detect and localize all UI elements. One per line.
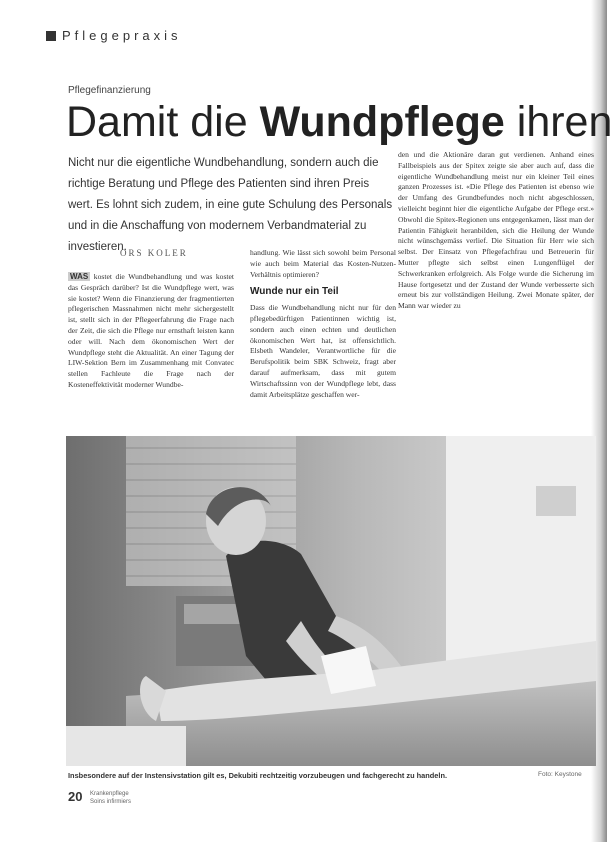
photo-caption: Insbesondere auf der Instensivstation gilt es, Dekubiti rechtzeitig vorzubeugen und fachgerecht zu handeln. xyxy=(68,771,448,780)
journal-info xyxy=(90,790,131,806)
article-lead: Nicht nur die eigentliche Wundbehandlung, sondern auch die richtige Beratung und Pflege des Patienten sind ihren Preis wert. Es lohnt sich zudem, in eine gute Schulung des Personals und in die Anschaffung von modernem Verbandmaterial zu investieren. xyxy=(68,157,393,253)
article-overline: Pflegefinanzierung xyxy=(68,85,151,96)
column3-text: den und die Aktionäre daran gut verdienen. Anhand eines Fallbeispiels aus der Spitex zeigte sie aber auch auf, dass die eigentliche Wundbehandlung meist nur ein kleiner Teil eines ganzen Prozesses ist. «Die Pflege des Patienten ist ebenso wie der Umfang des Grundbefundes noch nicht abgeschlossen, vielleicht beginnt hier die eigentliche Aufgabe der Pflege erst.» Obwohl die Spitex-Regionen uns entgegenkamen, lässt man der Patientin Fähigkeit heranbilden, sich die Heilung der Wunde nicht wünschgemäss verlief. Die Situation für Herr wie sich selbst. Der Einsatz von Pflegefachfrau und Betreuerin für Mutter pflegte sich selbst einen Lungenflügel der Schwerkranken erfolgreich. Als Folge wurde die Sicherung im Hause fortgesetzt und der Zustand der Wunde verbesserte sich erneut bis zur vollständigen Heilung. Zwei Monate später, der Mann war wieder zu xyxy=(398,150,594,311)
headline-part3: ihren xyxy=(504,98,612,146)
article-headline xyxy=(66,97,612,147)
section-rubric xyxy=(46,28,182,43)
body-column-1 xyxy=(68,272,234,432)
lead-in-word: WAS xyxy=(70,272,89,281)
photo-credit: Foto: Keystone xyxy=(538,771,582,778)
body-column-2 xyxy=(250,248,396,432)
body-column-3 xyxy=(398,150,594,432)
journal-line-2: Soins infirmiers xyxy=(90,799,132,805)
section-subhead: Wunde nur ein Teil xyxy=(250,286,339,298)
article-byline: ORS KOLER xyxy=(120,248,188,258)
headline-bold-word: Wundpflege xyxy=(259,98,505,146)
column2-text-2: Dass die Wundbehandlung nicht nur für den pflegebedürftigen Patientinnen wichtig ist, sondern auch einen echten und deutlichen ökonomischen Wert hat, ist offensichtlich. Elsbeth Wandeler, Verantwortliche für die Berufspolitik beim SBK Schweiz, fragt aber darauf aufmerksam, dass mit gutem Wirtschaftssinn von der Wundpflege lebt, dass damit Arbeitsplätze geschaffen wer- xyxy=(250,303,396,399)
rubric-square-icon xyxy=(46,31,56,41)
journal-line-1: Krankenpflege xyxy=(90,791,129,797)
page-number: 20 xyxy=(68,789,83,804)
rubric-label: Pflegepraxis xyxy=(62,28,182,43)
headline-part1: Damit die xyxy=(66,98,260,146)
article-photo xyxy=(66,436,596,766)
nurse-wound-care-photo xyxy=(66,436,596,766)
column1-text: kostet die Wundbehandlung und was kostet das Gespräch darüber? Ist die Wundpflege wert, was sie kostet? Wenn die Finanzierung der fragmentierten pflegerischen Massnahmen nicht mehr sichergestellt ist, stellt sich in der Pflegeerfahrung die Frage nach der Zeit, die sich die Pflege nur ernsthaft leisten kann oder will. Nach dem ökonomischen Wert der Wundpflege steht die Aktualität. An einer Tagung der LIW-Sektion Bern im Zusammenhang mit Convatec stellen Fachleute die Frage nach der Kosteneffektivität moderner Wundbe- xyxy=(68,272,234,389)
column2-text-1: handlung. Wie lässt sich sowohl beim Personal wie auch beim Material das Kosten-Nutzen-Verhältnis optimieren? xyxy=(250,248,396,279)
